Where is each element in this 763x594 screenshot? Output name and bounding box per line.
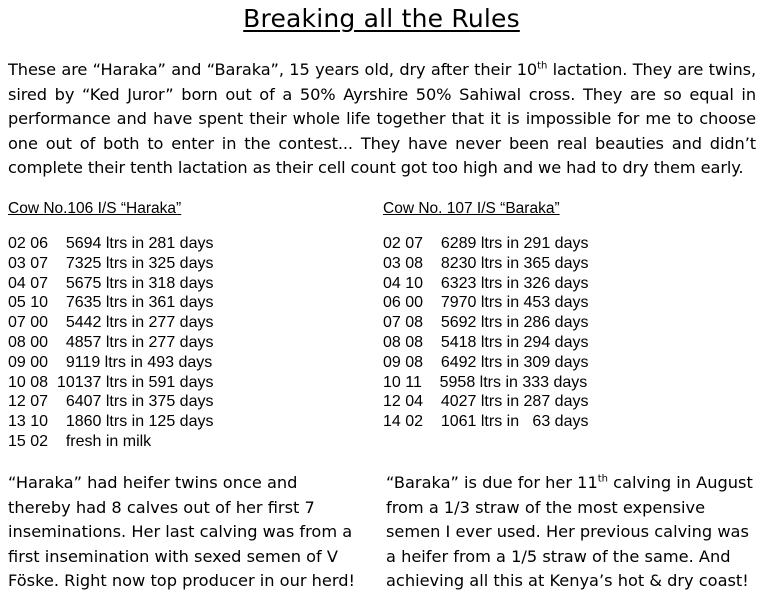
lactation-record: 07 08 5692 ltrs in 286 days bbox=[383, 314, 589, 332]
intro-paragraph bbox=[8, 58, 756, 181]
lactation-record: 14 02 1061 ltrs in 63 days bbox=[383, 413, 589, 431]
lactation-record: 03 08 8230 ltrs in 365 days bbox=[383, 254, 589, 272]
lactation-record: 02 06 5694 ltrs in 281 days bbox=[8, 235, 214, 252]
lactation-record: 09 00 9119 ltrs in 493 days bbox=[8, 353, 213, 371]
cow-106-section bbox=[8, 198, 368, 452]
baraka-note-superscript: th bbox=[597, 473, 609, 485]
lactation-record: 13 10 1860 ltrs in 125 days bbox=[8, 413, 214, 431]
lactation-record: 06 00 7970 ltrs in 453 days bbox=[383, 294, 589, 312]
baraka-note-end: calving in August from a 1/3 straw of the most expensive semen I ever used. Her previous calving was a heifer from a 1/5 straw of the same. And achieving all this at Kenya’s hot & dry coast! bbox=[386, 473, 753, 590]
cow-107-section bbox=[383, 198, 753, 432]
lactation-record: 08 00 4857 ltrs in 277 days bbox=[8, 333, 214, 351]
intro-text-start: These are “Haraka” and “Baraka”, 15 years old, dry after their 10 bbox=[8, 60, 538, 79]
lactation-record: 09 08 6492 ltrs in 309 days bbox=[383, 353, 589, 371]
lactation-record: 12 04 4027 ltrs in 287 days bbox=[383, 393, 589, 411]
cow-106-heading: Cow No.106 I/S “Haraka” bbox=[8, 200, 182, 217]
lactation-record: 04 07 5675 ltrs in 318 days bbox=[8, 274, 214, 292]
lactation-record: 12 07 6407 ltrs in 375 days bbox=[8, 393, 214, 411]
intro-text-end: lactation. They are twins, sired by “Ked Juror” born out of a 50% Ayrshire 50% Sahiwal cross. They are so equal in performance and have spent their whole life together that it is impossible for me to choose one out of both to enter in the contest... They have never been real beauties and didn’t complete their tenth lactation as their cell count got too high and we had to dry them early. bbox=[8, 60, 757, 177]
lactation-record: 10 08 10137 ltrs in 591 days bbox=[8, 373, 214, 391]
lactation-record: 05 10 7635 ltrs in 361 days bbox=[8, 294, 214, 312]
lactation-record: 08 08 5418 ltrs in 294 days bbox=[383, 333, 589, 351]
haraka-note: “Haraka” had heifer twins once and thereby had 8 calves out of her first 7 inseminations. Her last calving was from a first insemination with sexed semen of V Föske. Right now top producer in our herd! bbox=[8, 473, 356, 590]
lactation-record: 15 02 fresh in milk bbox=[8, 432, 152, 450]
baraka-note-start: “Baraka” is due for her 11 bbox=[386, 473, 598, 492]
baraka-note bbox=[386, 471, 756, 594]
cow-107-heading: Cow No. 107 I/S “Baraka” bbox=[383, 200, 560, 217]
lactation-record: 02 07 6289 ltrs in 291 days bbox=[383, 235, 589, 252]
lactation-record: 04 10 6323 ltrs in 326 days bbox=[383, 274, 589, 292]
lactation-record: 07 00 5442 ltrs in 277 days bbox=[8, 314, 214, 332]
intro-superscript: th bbox=[537, 60, 548, 72]
page-title: Breaking all the Rules bbox=[243, 4, 520, 33]
lactation-record: 10 11 5958 ltrs in 333 days bbox=[383, 373, 588, 391]
lactation-record: 03 07 7325 ltrs in 325 days bbox=[8, 254, 214, 272]
